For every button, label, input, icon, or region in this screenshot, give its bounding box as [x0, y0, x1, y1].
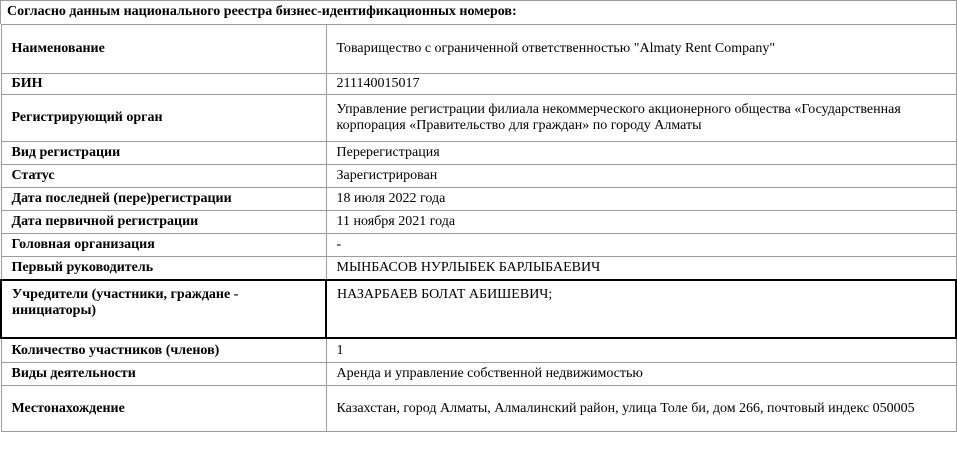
table-row-last-reg [1, 188, 956, 211]
table-row-director [1, 257, 956, 281]
founders-value: НАЗАРБАЕВ БОЛАТ АБИШЕВИЧ; [326, 280, 956, 338]
head-org-label: Головная организация [1, 234, 326, 257]
registry-heading: Согласно данным национального реестра бизнес-идентификационных номеров: [0, 0, 957, 24]
table-row-activity [1, 363, 956, 386]
organ-label: Регистрирующий орган [1, 95, 326, 142]
bin-value: 211140015017 [326, 74, 956, 95]
director-value: МЫНБАСОВ НУРЛЫБЕК БАРЛЫБАЕВИЧ [326, 257, 956, 281]
name-label: Наименование [1, 25, 326, 74]
reg-type-value: Перерегистрация [326, 142, 956, 165]
members-count-value: 1 [326, 338, 956, 363]
founders-label: Учредители (участники, граждане - инициаторы) [1, 280, 326, 338]
location-label: Местонахождение [1, 386, 326, 432]
table-row-bin [1, 74, 956, 95]
table-row-members-count [1, 338, 956, 363]
bin-label: БИН [1, 74, 326, 95]
last-reg-value: 18 июля 2022 года [326, 188, 956, 211]
table-row-name [1, 25, 956, 74]
status-label: Статус [1, 165, 326, 188]
activity-value: Аренда и управление собственной недвижимостью [326, 363, 956, 386]
table-row-organ [1, 95, 956, 142]
head-org-value: - [326, 234, 956, 257]
members-count-label: Количество участников (членов) [1, 338, 326, 363]
first-reg-value: 11 ноября 2021 года [326, 211, 956, 234]
last-reg-label: Дата последней (пере)регистрации [1, 188, 326, 211]
registry-table [0, 24, 957, 432]
table-row-founders [1, 280, 956, 338]
location-value: Казахстан, город Алматы, Алмалинский район, улица Толе би, дом 266, почтовый индекс 050005 [326, 386, 956, 432]
table-row-location [1, 386, 956, 432]
name-value: Товарищество с ограниченной ответственностью "Almaty Rent Company" [326, 25, 956, 74]
first-reg-label: Дата первичной регистрации [1, 211, 326, 234]
table-row-reg-type [1, 142, 956, 165]
table-row-first-reg [1, 211, 956, 234]
table-row-status [1, 165, 956, 188]
status-value: Зарегистрирован [326, 165, 956, 188]
reg-type-label: Вид регистрации [1, 142, 326, 165]
table-row-head-org [1, 234, 956, 257]
organ-value: Управление регистрации филиала некоммерческого акционерного общества «Государственная корпорация «Правительство для граждан» по городу Алматы [326, 95, 956, 142]
director-label: Первый руководитель [1, 257, 326, 281]
activity-label: Виды деятельности [1, 363, 326, 386]
